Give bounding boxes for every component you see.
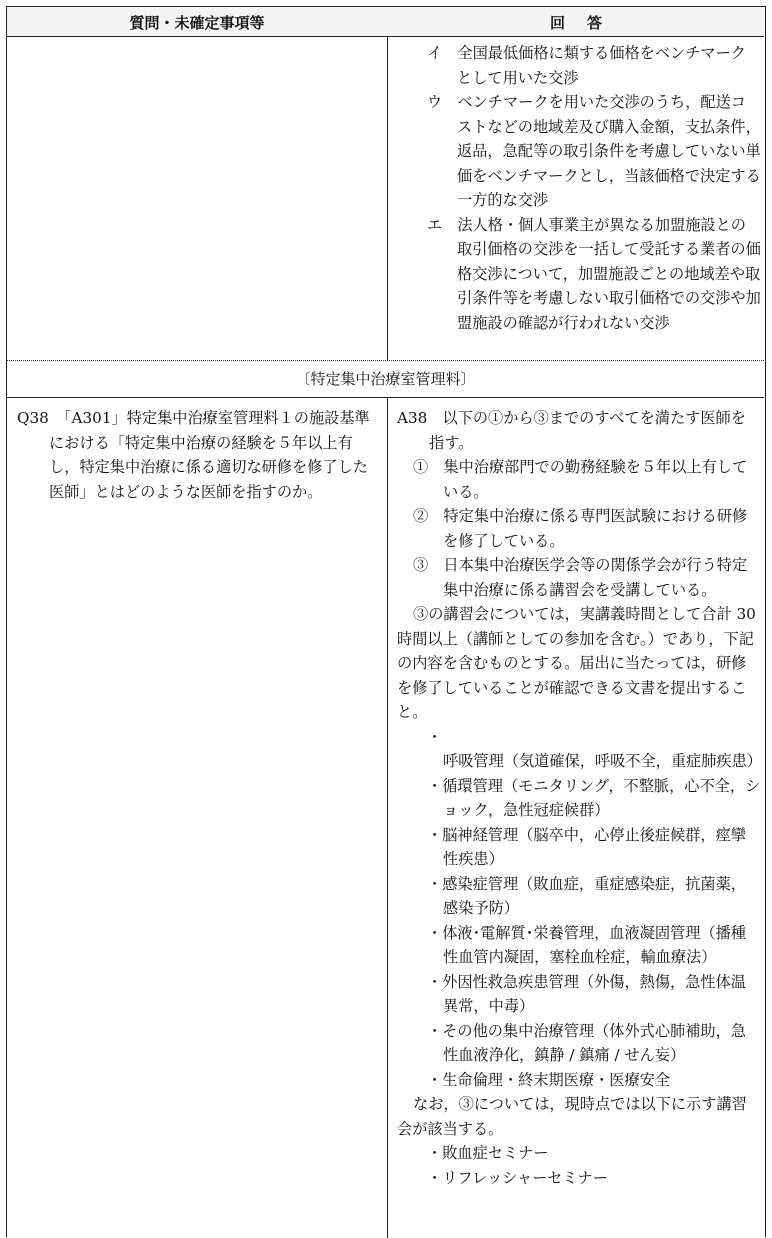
question-label: Q38 — [17, 409, 49, 427]
conditions-list — [397, 455, 761, 602]
list-item: ・体液･電解質･栄養管理，血液凝固管理（播種性血管内凝固，塞栓血栓症，輸血療法） — [427, 923, 746, 966]
column-divider — [387, 36, 388, 361]
list-item: ・リフレッシャーセミナー — [427, 1168, 608, 1187]
answer-a38 — [397, 406, 761, 1190]
question-q38 — [17, 406, 379, 504]
answer-label: A38 — [397, 409, 428, 427]
list-item: ・循環管理（モニタリング，不整脈，心不全，ショック，急性冠症候群） — [427, 776, 761, 819]
header-question-column: 質問・未確定事項等 — [129, 14, 265, 32]
list-item: ③ 日本集中治療医学会等の関係学会が行う特定集中治療に係る講習会を受講している。 — [413, 556, 748, 599]
list-item: ・呼吸管理（気道確保，呼吸不全，重症肺疾患） — [427, 727, 762, 770]
topics-list — [397, 725, 761, 1093]
list-item: ・感染症管理（敗血症，重症感染症，抗菌薬，感染予防） — [427, 874, 746, 917]
list-item: イ 全国最低価格に類する価格をベンチマークとして用いた交渉 — [427, 44, 746, 87]
list-item: ・外因性救急疾患管理（外傷，熱傷，急性体温異常，中毒） — [427, 972, 746, 1015]
list-item: ・脳神経管理（脳卒中，心停止後症候群，痙攣性疾患） — [427, 825, 746, 868]
question-text: 「A301」特定集中治療室管理料１の施設基準における「特定集中治療の経験を５年以上有し，特定集中治療に係る適切な研修を修了した医師」とはどのような医師を指すのか。 — [49, 409, 370, 501]
list-item: ・敗血症セミナー — [427, 1144, 549, 1162]
seminars-list — [397, 1141, 761, 1190]
list-item: ① 集中治療部門での勤務経験を５年以上有している。 — [413, 458, 748, 501]
list-item: ・その他の集中治療管理（体外式心肺補助，急性血液浄化，鎮静 / 鎮痛 / せん妄） — [427, 1021, 746, 1064]
list-item: ウ ベンチマークを用いた交渉のうち，配送コストなどの地域差及び購入金額，支払条件，返品，急配等の取引条件を考慮していない単価をベンチマークとし，当該価格で決定する一方的な交渉 — [427, 93, 761, 209]
table-header — [7, 7, 764, 37]
list-item: ② 特定集中治療に係る専門医試験における研修を修了している。 — [413, 507, 748, 550]
qa-table — [6, 6, 766, 1237]
answer-note-1: ③の講習会については，実講義時間として合計 30 時間以上（講師としての参加を含む。）であり，下記の内容を含むものとする。届出に当たっては，研修を修了していることが確認できる文書を提出すること。 — [397, 605, 756, 721]
list-item: エ 法人格・個人事業主が異なる加盟施設との取引価格の交渉を一括して受託する業者の価格交渉について，加盟施設ごとの地域差や取引条件等を考慮しない取引価格での交渉や加盟施設の確認が行われない交渉 — [427, 215, 761, 332]
answer-intro: 以下の①から③までのすべてを満たす医師を指す。 — [429, 409, 746, 452]
answer-note-2: なお，③については，現時点では以下に示す講習会が該当する。 — [397, 1095, 747, 1138]
section-title: 〔特定集中治療室管理料〕 — [7, 361, 764, 398]
header-answer-column: 回答 — [549, 14, 624, 32]
top-answer-continued — [427, 41, 761, 335]
list-item: ・生命倫理・終末期医療・医療安全 — [427, 1070, 670, 1089]
